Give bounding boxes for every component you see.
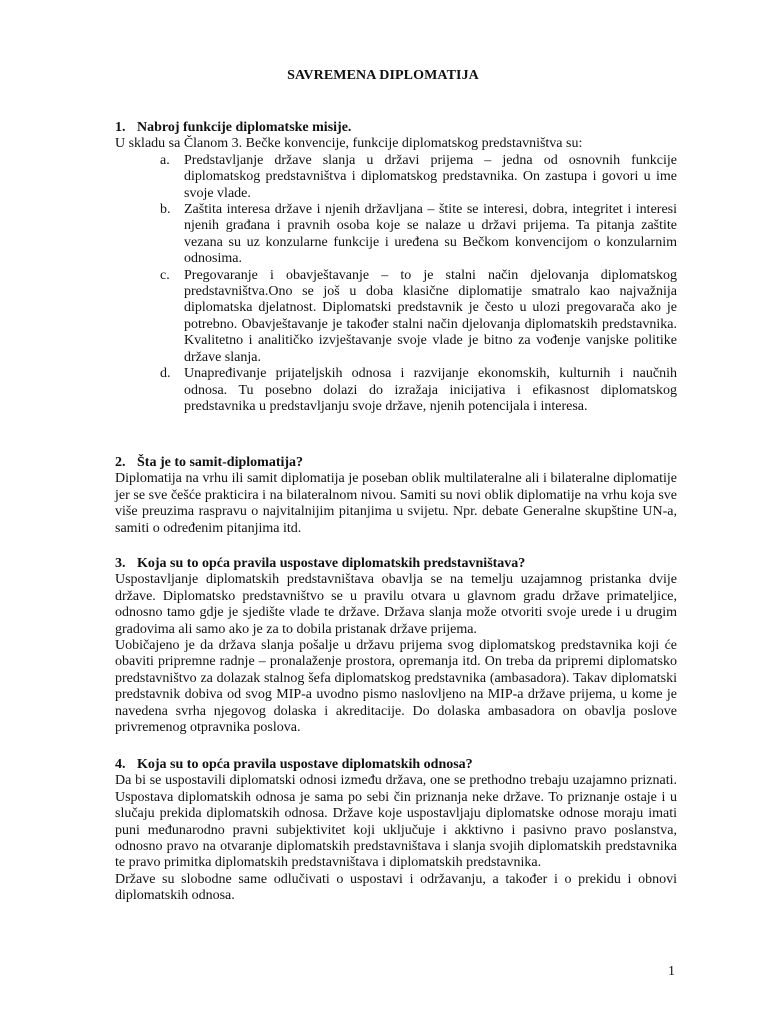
section-paragraph: Uspostavljanje diplomatskih predstavništava obavlja se na temelju uzajamnog pristanka dvije države. Diplomatsko predstavništvo se u pravilu otvara u glavnom gradu države primateljice, odnosno tamo gdje je sjedište vlade te države. Država slanja može otvoriti svoje urede i u drugim gradovima ali samo ako je za to dobila pristanak države prijema. <box>115 572 677 637</box>
section-4 <box>115 757 677 905</box>
list-item-text: Pregovaranje i obavještavanje – to je stalni način djelovanja diplomatskog predstavništva.Ono se još u doba klasične diplomatije smatralo kao najvažnija diplomatska djelatnost. Diplomatski predstavnik je često u ulozi pregovarača ako je potrebno. Obavještavanje je također stalni način djelovanja diplomatskih predstavnika. Kvalitetno i analitičko izvještavanje svoje vlade je bitno za vođenje vanjske politike države slanja. <box>184 267 677 365</box>
section-2 <box>115 455 677 537</box>
function-list <box>115 153 677 416</box>
page-number: 1 <box>668 964 675 979</box>
document-page <box>115 0 677 1024</box>
section-number: 4. <box>115 757 126 772</box>
section-heading <box>115 556 677 572</box>
list-item <box>115 153 677 202</box>
section-number: 2. <box>115 455 126 470</box>
list-item-letter: b. <box>160 202 171 218</box>
section-paragraph: Uobičajeno je da država slanja pošalje u državu prijema svog diplomatskog predstavnika koji će obaviti pripremne radnje – pronalaženje prostora, opremanja itd. On treba da pripremi diplomatsko predstavništvo za dolazak stalnog šefa diplomatskog predstavnika (ambasadora). Takav diplomatski predstavnik dobiva od svog MIP-a uvodno pismo naslovljeno na MIP-a države prijema, u kome je navedena svrha njegovog dolaska i akreditacije. Do dolaska ambasadora on obavlja poslove privremenog otpravnika poslova. <box>115 638 677 736</box>
section-heading-text: Koja su to opća pravila uspostave diplomatskih predstavništava? <box>137 556 526 571</box>
list-item-letter: d. <box>160 366 171 382</box>
list-item-letter: c. <box>160 267 170 283</box>
section-heading-text: Nabroj funkcije diplomatske misije. <box>137 120 352 135</box>
list-item-text: Predstavljanje države slanja u državi prijema – jedna od osnovnih funkcije diplomatskog predstavništva i diplomatskog predstavnika. On zastupa i govori u ime svoje vlade. <box>184 152 677 201</box>
list-item <box>115 202 677 268</box>
list-item-text: Unapređivanje prijateljskih odnosa i razvijanje ekonomskih, kulturnih i naučnih odnosa. Tu posebno dolazi do izražaja inicijativa i efikasnost diplomatskog predstavnika u predstavljanju svoje države, njenih potencijala i interesa. <box>184 366 677 414</box>
section-paragraph: Diplomatija na vrhu ili samit diplomatija je poseban oblik multilateralne ali i bilateralne diplomatije jer se sve češće prakticira i na bilateralnom nivou. Samiti su novi oblik diplomatije na vrhu koja sve više preuzima raspravu o najvitalnijim pitanjima u svijetu. Npr. debate Generalne skupštine UN-a, samiti o određenim pitanjima itd. <box>115 471 677 536</box>
section-number: 3. <box>115 556 126 571</box>
list-item <box>115 366 677 415</box>
list-item-text: Zaštita interesa države i njenih državljana – štite se interesi, dobra, integritet i interesi njenih građana i pravnih osoba koje se nalaze u državi prijema. Ta pitanja zaštite vezana su uz konzularne funkcije i uređena su Bečkom konvencijom o konzularnim odnosima. <box>184 202 677 267</box>
section-heading <box>115 757 677 773</box>
section-number: 1. <box>115 120 126 135</box>
section-intro: U skladu sa Članom 3. Bečke konvencije, funkcije diplomatskog predstavništva su: <box>115 136 583 152</box>
document-title: SAVREMENA DIPLOMATIJA <box>287 68 479 83</box>
section-heading-text: Koja su to opća pravila uspostave diplomatskih odnosa? <box>137 757 473 772</box>
section-paragraph: Države su slobodne same odlučivati o uspostavi i održavanju, a također i o prekidu i obnovi diplomatskih odnosa. <box>115 871 677 904</box>
section-3 <box>115 556 677 736</box>
section-1 <box>115 120 677 415</box>
section-paragraph: Da bi se uspostavili diplomatski odnosi između država, one se prethodno trebaju uzajamno priznati. Uspostava diplomatskih odnosa je sama po sebi čin priznanja neke države. To priznanje ostaje i u slučaju prekida diplomatskih odnosa. Države koje uspostavljaju diplomatske odnose moraju imati puni međunarodno pravni subjektivitet koji uključuje i akktivno i pasivno pravo poslanstva, odnosno pravo na otvaranje diplomatskih predstavništava i slanja svojih diplomatskih predstavnika te pravo primitka diplomatskih predstavništava i diplomatskih predstavnika. <box>115 773 677 871</box>
section-heading <box>115 455 677 471</box>
section-heading-text: Šta je to samit-diplomatija? <box>137 455 304 470</box>
list-item <box>115 268 677 366</box>
section-heading <box>115 120 677 136</box>
list-item-letter: a. <box>160 152 170 168</box>
